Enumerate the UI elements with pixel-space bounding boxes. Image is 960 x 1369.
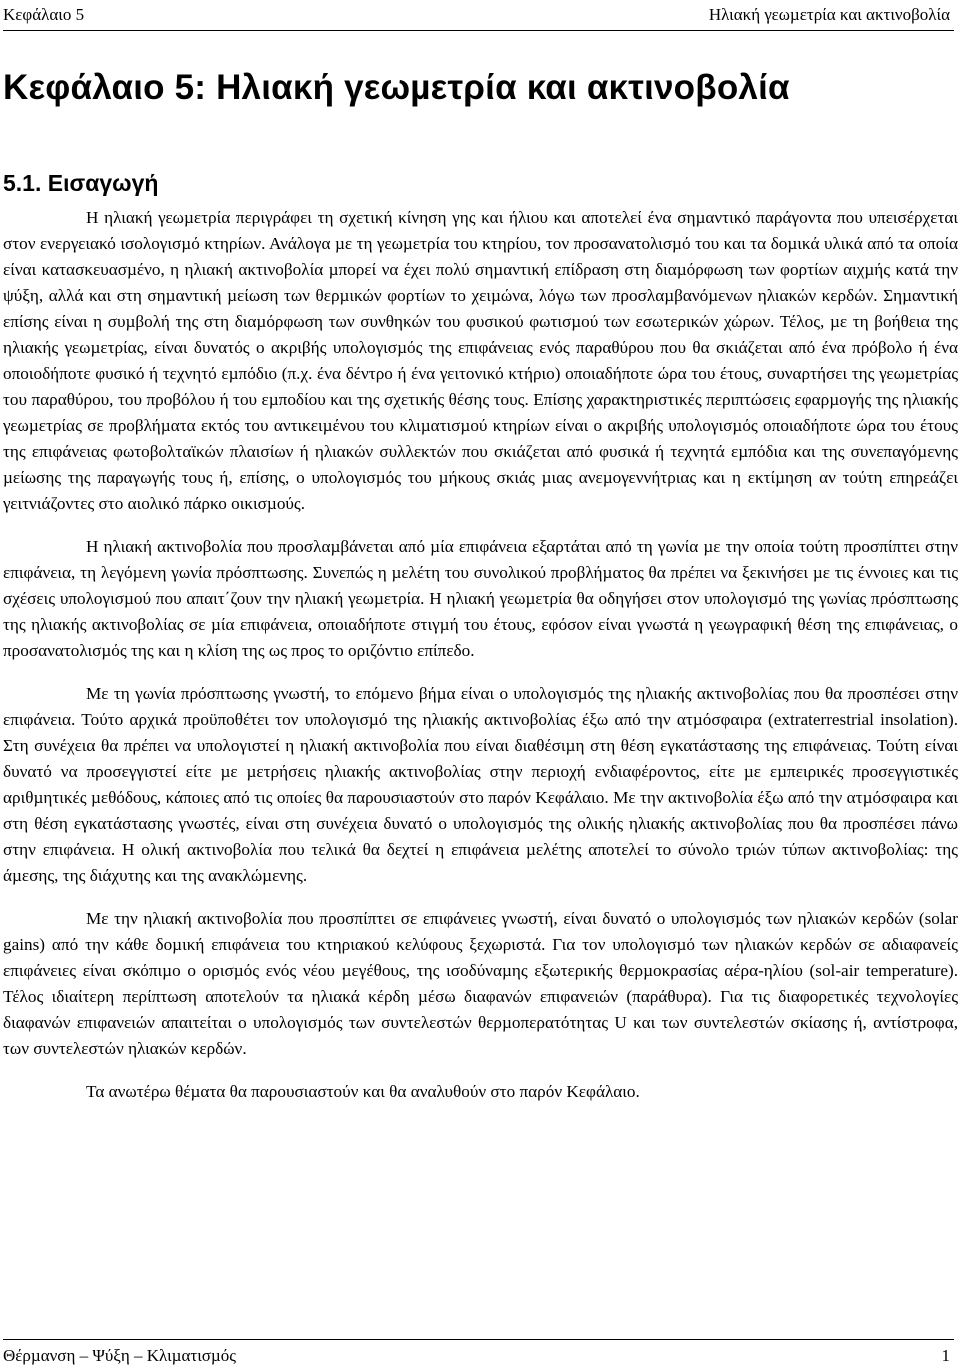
running-footer — [3, 1345, 950, 1367]
paragraph: Τα ανωτέρω θέµατα θα παρουσιαστούν και θα αναλυθούν στο παρόν Κεφάλαιο. — [86, 1082, 640, 1101]
header-chapter-topic: Ηλιακή γεωµετρία και ακτινοβολία — [708, 5, 950, 24]
paragraph: Με την ηλιακή ακτινοβολία που προσπίπτει σε επιφάνειες γνωστή, είναι δυνατό ο υπολογισµός των ηλιακών κερδών (solar gains) από την κάθε δοµική επιφάνεια του κτηριακού κελύφους ξεχωριστά. Για τον υπολογισµό των ηλιακών κερδών σε αδιαφανείς επιφάνειες είναι σκόπιµο ο ορισµός ενός νέου µεγέθους, της ισοδύναµης εξωτερικής θερµοκρασίας αέρα-ηλίου (sol-air temperature). Τέλος ιδιαίτερη περίπτωση αποτελούν τα ηλιακά κέρδη µέσω διαφανών επιφανειών (παράθυρα). Για τις διαφορετικές τεχνολογίες διαφανών επιφανειών απαιτείται ο υπολογισµός των συντελεστών θερµοπερατότητας U και των συντελεστών σκίασης ή, αντίστροφα, των συντελεστών ηλιακών κερδών. — [3, 909, 958, 1058]
header-divider — [3, 30, 954, 31]
header-chapter-label: Κεφάλαιο 5 — [3, 5, 85, 24]
body-text — [3, 205, 958, 1122]
footer-divider — [3, 1339, 954, 1340]
page-number: 1 — [941, 1346, 950, 1365]
chapter-title: Κεφάλαιο 5: Ηλιακή γεωµετρία και ακτινοβολία — [3, 68, 790, 107]
running-header — [3, 4, 950, 26]
footer-book-title: Θέρµανση – Ψύξη – Κλιµατισµός — [3, 1346, 236, 1365]
paragraph: Με τη γωνία πρόσπτωσης γνωστή, το επόµενο βήµα είναι ο υπολογισµός της ηλιακής ακτινοβολίας που θα προσπέσει στην επιφάνεια. Τούτο αρχικά προϋποθέτει τον υπολογισµό της ηλιακής ακτινοβολίας έξω από την ατµόσφαιρα (extraterrestrial insolation). Στη συνέχεια θα πρέπει να υπολογιστεί η ηλιακή ακτινοβολία που είναι διαθέσιµη στη θέση εγκατάστασης της επιφάνειας. Τούτη είναι δυνατό να προσεγγιστεί είτε µε µετρήσεις ηλιακής ακτινοβολίας στην περιοχή ενδιαφέροντος, είτε µε εµπειρικές προσεγγιστικές αριθµητικές µεθόδους, κάποιες από τις οποίες θα παρουσιαστούν στο παρόν Κεφάλαιο. Με την ακτινοβολία έξω από την ατµόσφαιρα και στη θέση εγκατάστασης γνωστές, είναι στη συνέχεια δυνατό ο υπολογισµός της ολικής ηλιακής ακτινοβολίας που θα προσπέσει πάνω στην επιφάνεια. Η ολική ακτινοβολία που τελικά θα δεχτεί η επιφάνεια µελέτης αποτελεί το σύνολο τριών τύπων ακτινοβολίας: της άµεσης, της διάχυτης και της ανακλώµενης. — [3, 684, 958, 885]
paragraph: Η ηλιακή ακτινοβολία που προσλαµβάνεται από µία επιφάνεια εξαρτάται από τη γωνία µε την οποία τούτη προσπίπτει στην επιφάνεια, τη λεγόµενη γωνία πρόσπτωσης. Συνεπώς η µελέτη του συνολικού προβλήµατος θα πρέπει να ξεκινήσει µε τις έννοιες και τις σχέσεις υπολογισµού που απαιτ΄ζουν την ηλιακή γεωµετρία. Η ηλιακή γεωµετρία θα οδηγήσει στον υπολογισµό της γωνίας πρόσπτωσης της ηλιακής ακτινοβολίας σε µία επιφάνεια, οποιαδήποτε στιγµή του έτους, εφόσον είναι γνωστά η γεωγραφική θέση της επιφάνειας, ο προσανατολισµός της και η κλίση της ως προς το οριζόντιο επίπεδο. — [3, 537, 958, 660]
section-title: 5.1. Εισαγωγή — [3, 170, 159, 196]
paragraph: Η ηλιακή γεωµετρία περιγράφει τη σχετική κίνηση γης και ήλιου και αποτελεί ένα σηµαντικό παράγοντα που υπεισέρχεται στον ενεργειακό ισολογισµό κτηρίων. Ανάλογα µε τη γεωµετρία του κτηρίου, τον προσανατολισµό του και τα δοµικά υλικά από τα οποία είναι κατασκευασµένο, η ηλιακή ακτινοβολία µπορεί να έχει πολύ σηµαντική επίδραση στη διαµόρφωση των φορτίων αιχµής κατά την ψύξη, αλλά και στη σηµαντική µείωση των θερµικών φορτίων το χειµώνα, λόγω των προσλαµβανόµενων ηλιακών κερδών. Σηµαντική επίσης είναι η συµβολή της στη διαµόρφωση των συνθηκών του φυσικού φωτισµού των εσωτερικών χώρων. Τέλος, µε τη βοήθεια της ηλιακής γεωµετρίας, είναι δυνατός ο ακριβής υπολογισµός της επιφάνειας ενός παραθύρου που θα σκιάζεται από ένα πρόβολο ή ένα οποιοδήποτε φυσικό ή τεχνητό εµπόδιο (π.χ. ένα δέντρο ή ένα γειτονικό κτήριο) οποιαδήποτε ώρα του έτους, συναρτήσει της γεωµετρίας του παραθύρου, του προβόλου ή του εµποδίου και της σχετικής θέσης τους. Επίσης χαρακτηριστικές περιπτώσεις εφαρµογής της ηλιακής γεωµετρίας σε προβλήµατα εκτός του αντικειµένου του κλιµατισµού κτηρίων είναι ο ακριβής υπολογισµός οποιαδήποτε ώρα του έτους της επιφάνειας φωτοβολταϊκών πλαισίων ή ηλιακών συλλεκτών που σκιάζεται από φυσικά ή τεχνητά εµπόδια και της συνεπαγόµενης µείωσης της παραγωγής τους ή, επίσης, ο υπολογισµός του µήκους σκιάς µιας ανεµογεννήτριας και η εκτίµηση αν τούτη επηρεάζει γειτνιάζοντες στο αιολικό πάρκο οικισµούς. — [3, 208, 958, 513]
